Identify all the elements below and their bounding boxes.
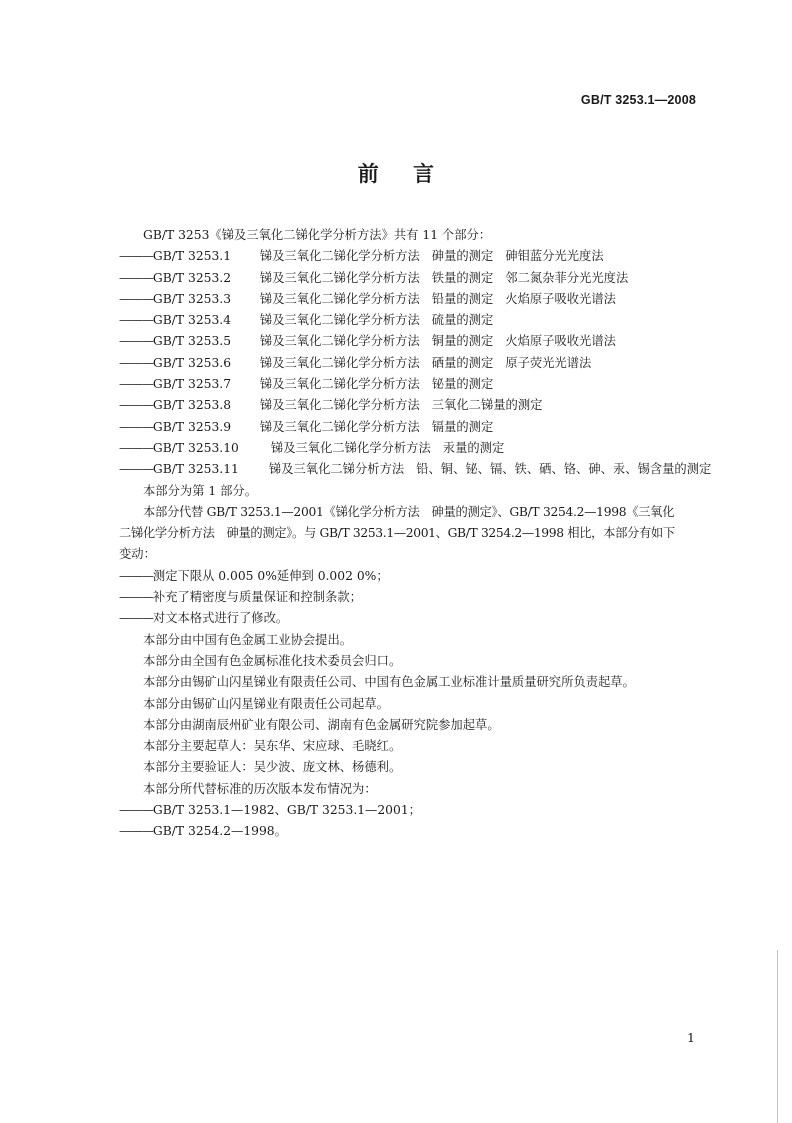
- change-text: 补充了精密度与质量保证和控制条款；: [152, 590, 362, 605]
- item-dash: ———: [119, 568, 153, 583]
- title-char-1: 前: [357, 162, 379, 186]
- statement: 本部分主要起草人：吴东华、宋应球、毛晓红。: [143, 739, 402, 754]
- part-name: 锑及三氧化二锑化学分析方法: [259, 291, 420, 306]
- replaces-line-3: 变动：: [119, 547, 156, 562]
- item-dash: ———: [119, 313, 153, 328]
- part-code: GB/T 3253.4: [152, 313, 232, 328]
- statement: 本部分所代替标准的历次版本发布情况为：: [143, 781, 377, 796]
- part-code: GB/T 3253.5: [152, 334, 232, 349]
- changes-list: [119, 566, 709, 630]
- list-item: [119, 331, 709, 352]
- part-topic: 铅、铜、铋、镉、铁、硒、铬、砷、汞、锡含量的测定: [416, 462, 712, 477]
- part-name: 锑及三氧化二锑化学分析方法: [259, 249, 420, 264]
- item-dash: ———: [119, 803, 153, 818]
- statement: 本部分由锡矿山闪星锑业有限责任公司、中国有色金属工业标准计量质量研究所负责起草。: [143, 675, 635, 690]
- list-item: [119, 800, 709, 821]
- standard-code: GB/T 3253.1—2008: [580, 93, 696, 107]
- part-code: GB/T 3253.3: [152, 291, 232, 306]
- list-item: [119, 289, 709, 310]
- list-item: [119, 417, 709, 438]
- statement: 本部分由锡矿山闪星锑业有限责任公司起草。: [143, 696, 389, 711]
- part-code: GB/T 3253.6: [152, 355, 232, 370]
- statement: 本部分由中国有色金属工业协会提出。: [143, 632, 353, 647]
- item-dash: ———: [119, 334, 153, 349]
- part-code: GB/T 3253.1: [152, 249, 232, 264]
- replaces-line-1: 本部分代替 GB/T 3253.1—2001《锑化学分析方法 砷量的测定》、GB/T 3254.2—1998《三氧化: [143, 504, 675, 519]
- item-dash: ———: [119, 419, 153, 434]
- part-topic: 铁量的测定: [431, 270, 494, 285]
- item-dash: ———: [119, 462, 153, 477]
- page-title: [0, 158, 792, 188]
- statement: 本部分主要验证人：吴少波、庞文林、杨德利。: [143, 760, 402, 775]
- part-method: 原子荧光光谱法: [505, 355, 592, 370]
- part-topic: 三氧化二锑量的测定: [431, 398, 543, 413]
- item-dash: ———: [119, 377, 153, 392]
- item-dash: ———: [119, 590, 153, 605]
- preface-body: [119, 225, 712, 843]
- part-topic: 镉量的测定: [431, 419, 494, 434]
- part-code: GB/T 3253.2: [152, 270, 232, 285]
- part-code: GB/T 3253.11: [152, 462, 239, 477]
- part-name: 锑及三氧化二锑化学分析方法: [259, 419, 420, 434]
- part-topic: 硫量的测定: [431, 313, 494, 328]
- list-item: [119, 395, 709, 416]
- item-dash: ———: [119, 611, 153, 626]
- title-char-2: 言: [413, 162, 435, 186]
- item-dash: ———: [119, 291, 153, 306]
- page-number: 1: [687, 1030, 695, 1045]
- part-topic: 砷量的测定: [431, 249, 494, 264]
- part-method: 火焰原子吸收光谱法: [505, 334, 616, 349]
- part-topic: 汞量的测定: [442, 440, 505, 455]
- list-item: [119, 608, 709, 629]
- list-item: [119, 268, 709, 289]
- part-name: 锑及三氧化二锑化学分析方法: [270, 440, 431, 455]
- list-item: [119, 459, 712, 480]
- history-text: GB/T 3253.1—1982、GB/T 3253.1—2001；: [152, 803, 421, 818]
- parts-list: [119, 246, 712, 480]
- intro-paragraph: GB/T 3253《锑及三氧化二锑化学分析方法》共有 11 个部分：: [143, 228, 492, 242]
- part-name: 锑及三氧化二锑分析方法: [268, 462, 405, 477]
- part-method: 砷钼蓝分光光度法: [505, 249, 604, 264]
- part-code: GB/T 3253.7: [152, 377, 232, 392]
- item-dash: ———: [119, 824, 153, 839]
- list-item: [119, 246, 709, 267]
- part-name: 锑及三氧化二锑化学分析方法: [259, 313, 420, 328]
- part-topic: 硒量的测定: [431, 355, 494, 370]
- list-item: [119, 587, 709, 608]
- statement: 本部分由全国有色金属标准化技术委员会归口。: [143, 653, 402, 668]
- replaces-paragraph: [119, 502, 709, 566]
- change-text: 对文本格式进行了修改。: [152, 611, 289, 626]
- item-dash: ———: [119, 355, 153, 370]
- replaces-line-2: 二锑化学分析方法 砷量的测定》。与 GB/T 3253.1—2001、GB/T 3254.2—1998 相比，本部分有如下: [119, 526, 675, 541]
- item-dash: ———: [119, 440, 153, 455]
- part-method: 邻二氮杂菲分光光度法: [505, 270, 629, 285]
- part-name: 锑及三氧化二锑化学分析方法: [259, 377, 420, 392]
- list-item: [119, 566, 709, 587]
- statements: [119, 630, 709, 800]
- part-topic: 铅量的测定: [431, 291, 494, 306]
- item-dash: ———: [119, 270, 153, 285]
- part-code: GB/T 3253.10: [152, 440, 239, 455]
- list-item: [119, 821, 709, 842]
- item-dash: ———: [119, 249, 153, 264]
- list-item: [119, 310, 709, 331]
- part-code: GB/T 3253.9: [152, 419, 232, 434]
- this-part-paragraph: 本部分为第 1 部分。: [143, 483, 258, 498]
- part-topic: 铜量的测定: [431, 334, 494, 349]
- list-item: [119, 438, 709, 459]
- list-item: [119, 353, 709, 374]
- statement: 本部分由湖南辰州矿业有限公司、湖南有色金属研究院参加起草。: [143, 717, 500, 732]
- part-name: 锑及三氧化二锑化学分析方法: [259, 334, 420, 349]
- part-name: 锑及三氧化二锑化学分析方法: [259, 398, 420, 413]
- part-method: 火焰原子吸收光谱法: [505, 291, 616, 306]
- part-code: GB/T 3253.8: [152, 398, 232, 413]
- history-text: GB/T 3254.2—1998。: [152, 824, 287, 839]
- item-dash: ———: [119, 398, 153, 413]
- part-name: 锑及三氧化二锑化学分析方法: [259, 270, 420, 285]
- scan-edge-line: [777, 950, 778, 1123]
- history-list: [119, 800, 709, 843]
- list-item: [119, 374, 709, 395]
- change-text: 测定下限从 0.005 0%延伸到 0.002 0%；: [152, 568, 389, 583]
- part-name: 锑及三氧化二锑化学分析方法: [259, 355, 420, 370]
- part-topic: 铋量的测定: [431, 377, 494, 392]
